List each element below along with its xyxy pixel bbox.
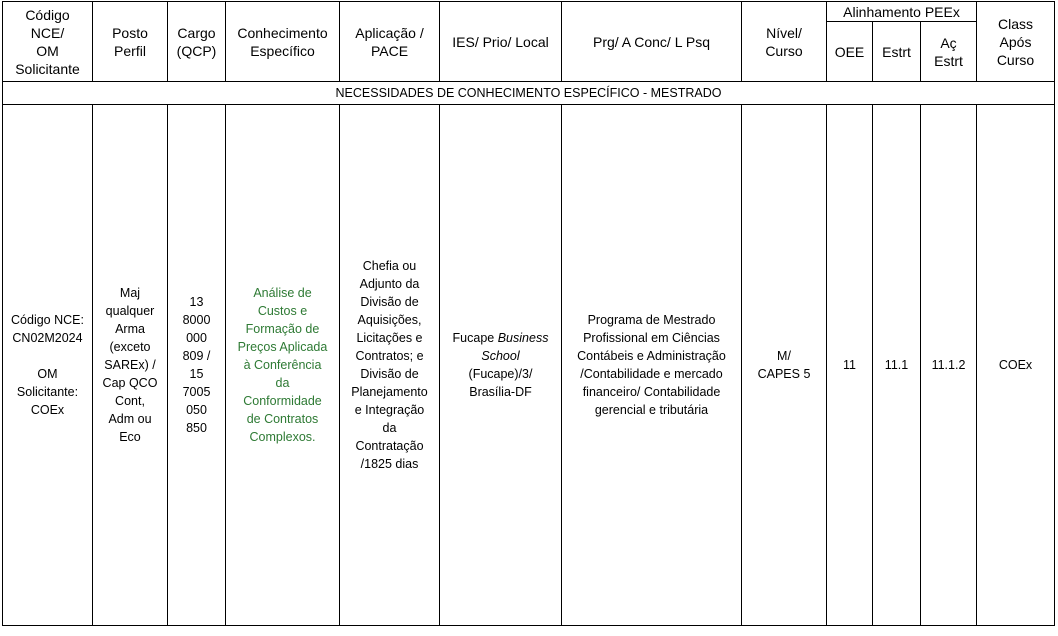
section-title: NECESSIDADES DE CONHECIMENTO ESPECÍFICO - MESTRADO xyxy=(3,82,1055,105)
header-oee: OEE xyxy=(827,22,873,82)
cell-codigo: Código NCE: CN02M2024 OM Solicitante: COEx xyxy=(3,105,93,626)
header-prg: Prg/ A Conc/ L Psq xyxy=(562,2,742,82)
header-ies: IES/ Prio/ Local xyxy=(440,2,562,82)
header-ac-estrt: Aç Estrt xyxy=(921,22,977,82)
cell-oee: 11 xyxy=(827,105,873,626)
header-alinhamento: Alinhamento PEEx xyxy=(827,2,977,22)
ies-italic: Business School xyxy=(481,331,549,363)
section-row xyxy=(3,82,1055,105)
cell-aplicacao: Chefia ou Adjunto da Divisão de Aquisições, Licitações e Contratos; e Divisão de Planejamento e Integração da Contratação /1825 dias xyxy=(340,105,440,626)
header-posto: Posto Perfil xyxy=(93,2,168,82)
header-nivel: Nível/ Curso xyxy=(742,2,827,82)
header-cargo: Cargo (QCP) xyxy=(168,2,226,82)
cell-posto: Maj qualquer Arma (exceto SAREx) / Cap QCO Cont, Adm ou Eco xyxy=(93,105,168,626)
ies-rest: (Fucape)/3/ Brasília-DF xyxy=(468,367,533,399)
cell-estrt: 11.1 xyxy=(873,105,921,626)
cell-conhecimento: Análise de Custos e Formação de Preços Aplicada à Conferência da Conformidade de Contratos Complexos. xyxy=(226,105,340,626)
header-aplicacao: Aplicação / PACE xyxy=(340,2,440,82)
table-row xyxy=(3,105,1055,626)
cell-prg: Programa de Mestrado Profissional em Ciências Contábeis e Administração /Contabilidade e mercado financeiro/ Contabilidade gerencial e tributária xyxy=(562,105,742,626)
cell-cargo: 13 8000 000 809 / 15 7005 050 850 xyxy=(168,105,226,626)
ies-name: Fucape xyxy=(452,331,498,345)
header-class: Class Após Curso xyxy=(977,2,1055,82)
cell-class: COEx xyxy=(977,105,1055,626)
nce-table xyxy=(2,1,1055,626)
cell-ies xyxy=(440,105,562,626)
cell-ac-estrt: 11.1.2 xyxy=(921,105,977,626)
header-estrt: Estrt xyxy=(873,22,921,82)
header-conhecimento: Conhecimento Específico xyxy=(226,2,340,82)
cell-nivel: M/ CAPES 5 xyxy=(742,105,827,626)
header-row-top xyxy=(3,2,1055,22)
header-codigo: Código NCE/ OM Solicitante xyxy=(3,2,93,82)
